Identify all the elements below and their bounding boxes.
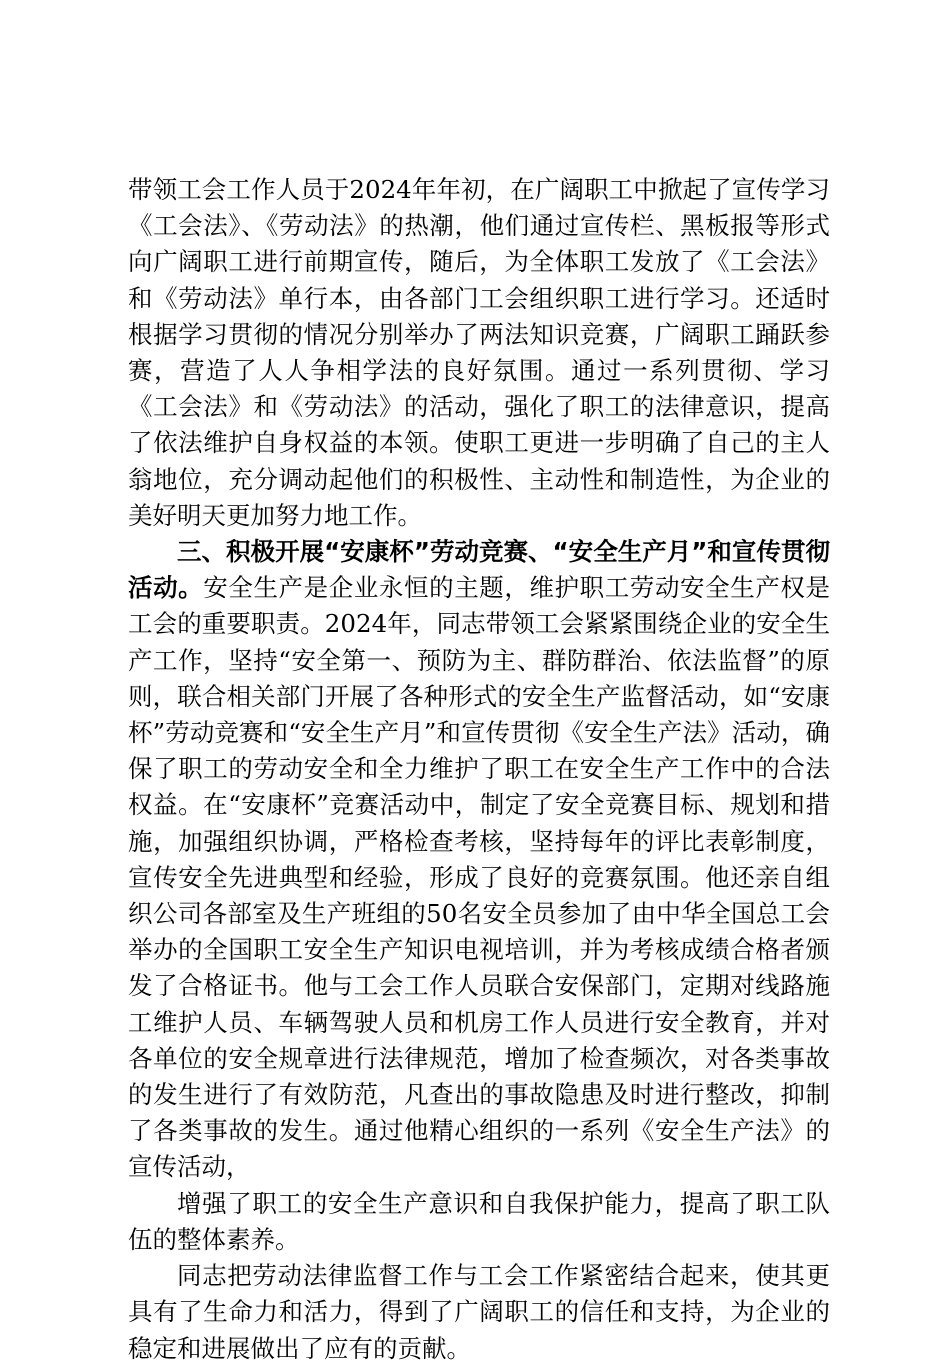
section-3-heading: 三、积极开展“安康杯”劳动竞赛、“安全生产月”和宣传贯彻活动。 [128, 537, 830, 603]
section-3-body: 安全生产是企业永恒的主题，维护职工劳动安全生产权是工会的重要职责。2024年，同志带领工会紧紧围绕企业的安全生产工作，坚持“安全第一、预防为主、群防群治、依法监督”的原则，联合相关部门开展了各种形式的安全生产监督活动，如“安康杯”劳动竞赛和“安全生产月”和宣传贯彻《安全生产法》活动，确保了职工的劳动安全和全力维护了职工在安全生产工作中的合法权益。在“安康杯”竞赛活动中，制定了安全竞赛目标、规划和措施，加强组织协调，严格检查考核，坚持每年的评比表彰制度，宣传安全先进典型和经验，形成了良好的竞赛氛围。他还亲自组织公司各部室及生产班组的50名安全员参加了由中华全国总工会举办的全国职工安全生产知识电视培训，并为考核成绩合格者颁发了合格证书。他与工会工作人员联合安保部门，定期对线路施工维护人员、车辆驾驶人员和机房工作人员进行安全教育，并对各单位的安全规章进行法律规范，增加了检查频次，对各类事故的发生进行了有效防范，凡查出的事故隐患及时进行整改，抑制了各类事故的发生。通过他精心组织的一系列《安全生产法》的宣传活动， [128, 573, 831, 1182]
document-body [128, 172, 830, 1367]
paragraph-union-law-study: 带领工会工作人员于2024年年初，在广阔职工中掀起了宣传学习《工会法》、《劳动法》的热潮，他们通过宣传栏、黑板报等形式向广阔职工进行前期宣传，随后，为全体职工发放了《工会法》和《劳动法》单行本，由各部门工会组织职工进行学习。还适时根据学习贯彻的情况分别举办了两法知识竞赛，广阔职工踊跃参赛，营造了人人争相学法的良好氛围。通过一系列贯彻、学习《工会法》和《劳动法》的活动，强化了职工的法律意识，提高了依法维护自身权益的本领。使职工更进一步明确了自己的主人翁地位，充分调动起他们的积极性、主动性和制造性，为企业的美好明天更加努力地工作。 [128, 175, 830, 530]
paragraph-safety-competition [128, 534, 830, 1186]
paragraph-safety-awareness: 增强了职工的安全生产意识和自我保护能力，提高了职工队伍的整体素养。 [128, 1188, 830, 1254]
paragraph-conclusion: 同志把劳动法律监督工作与工会工作紧密结合起来，使其更具有了生命力和活力，得到了广阔职工的信任和支持，为企业的稳定和进展做出了应有的贡献。 [128, 1261, 830, 1363]
